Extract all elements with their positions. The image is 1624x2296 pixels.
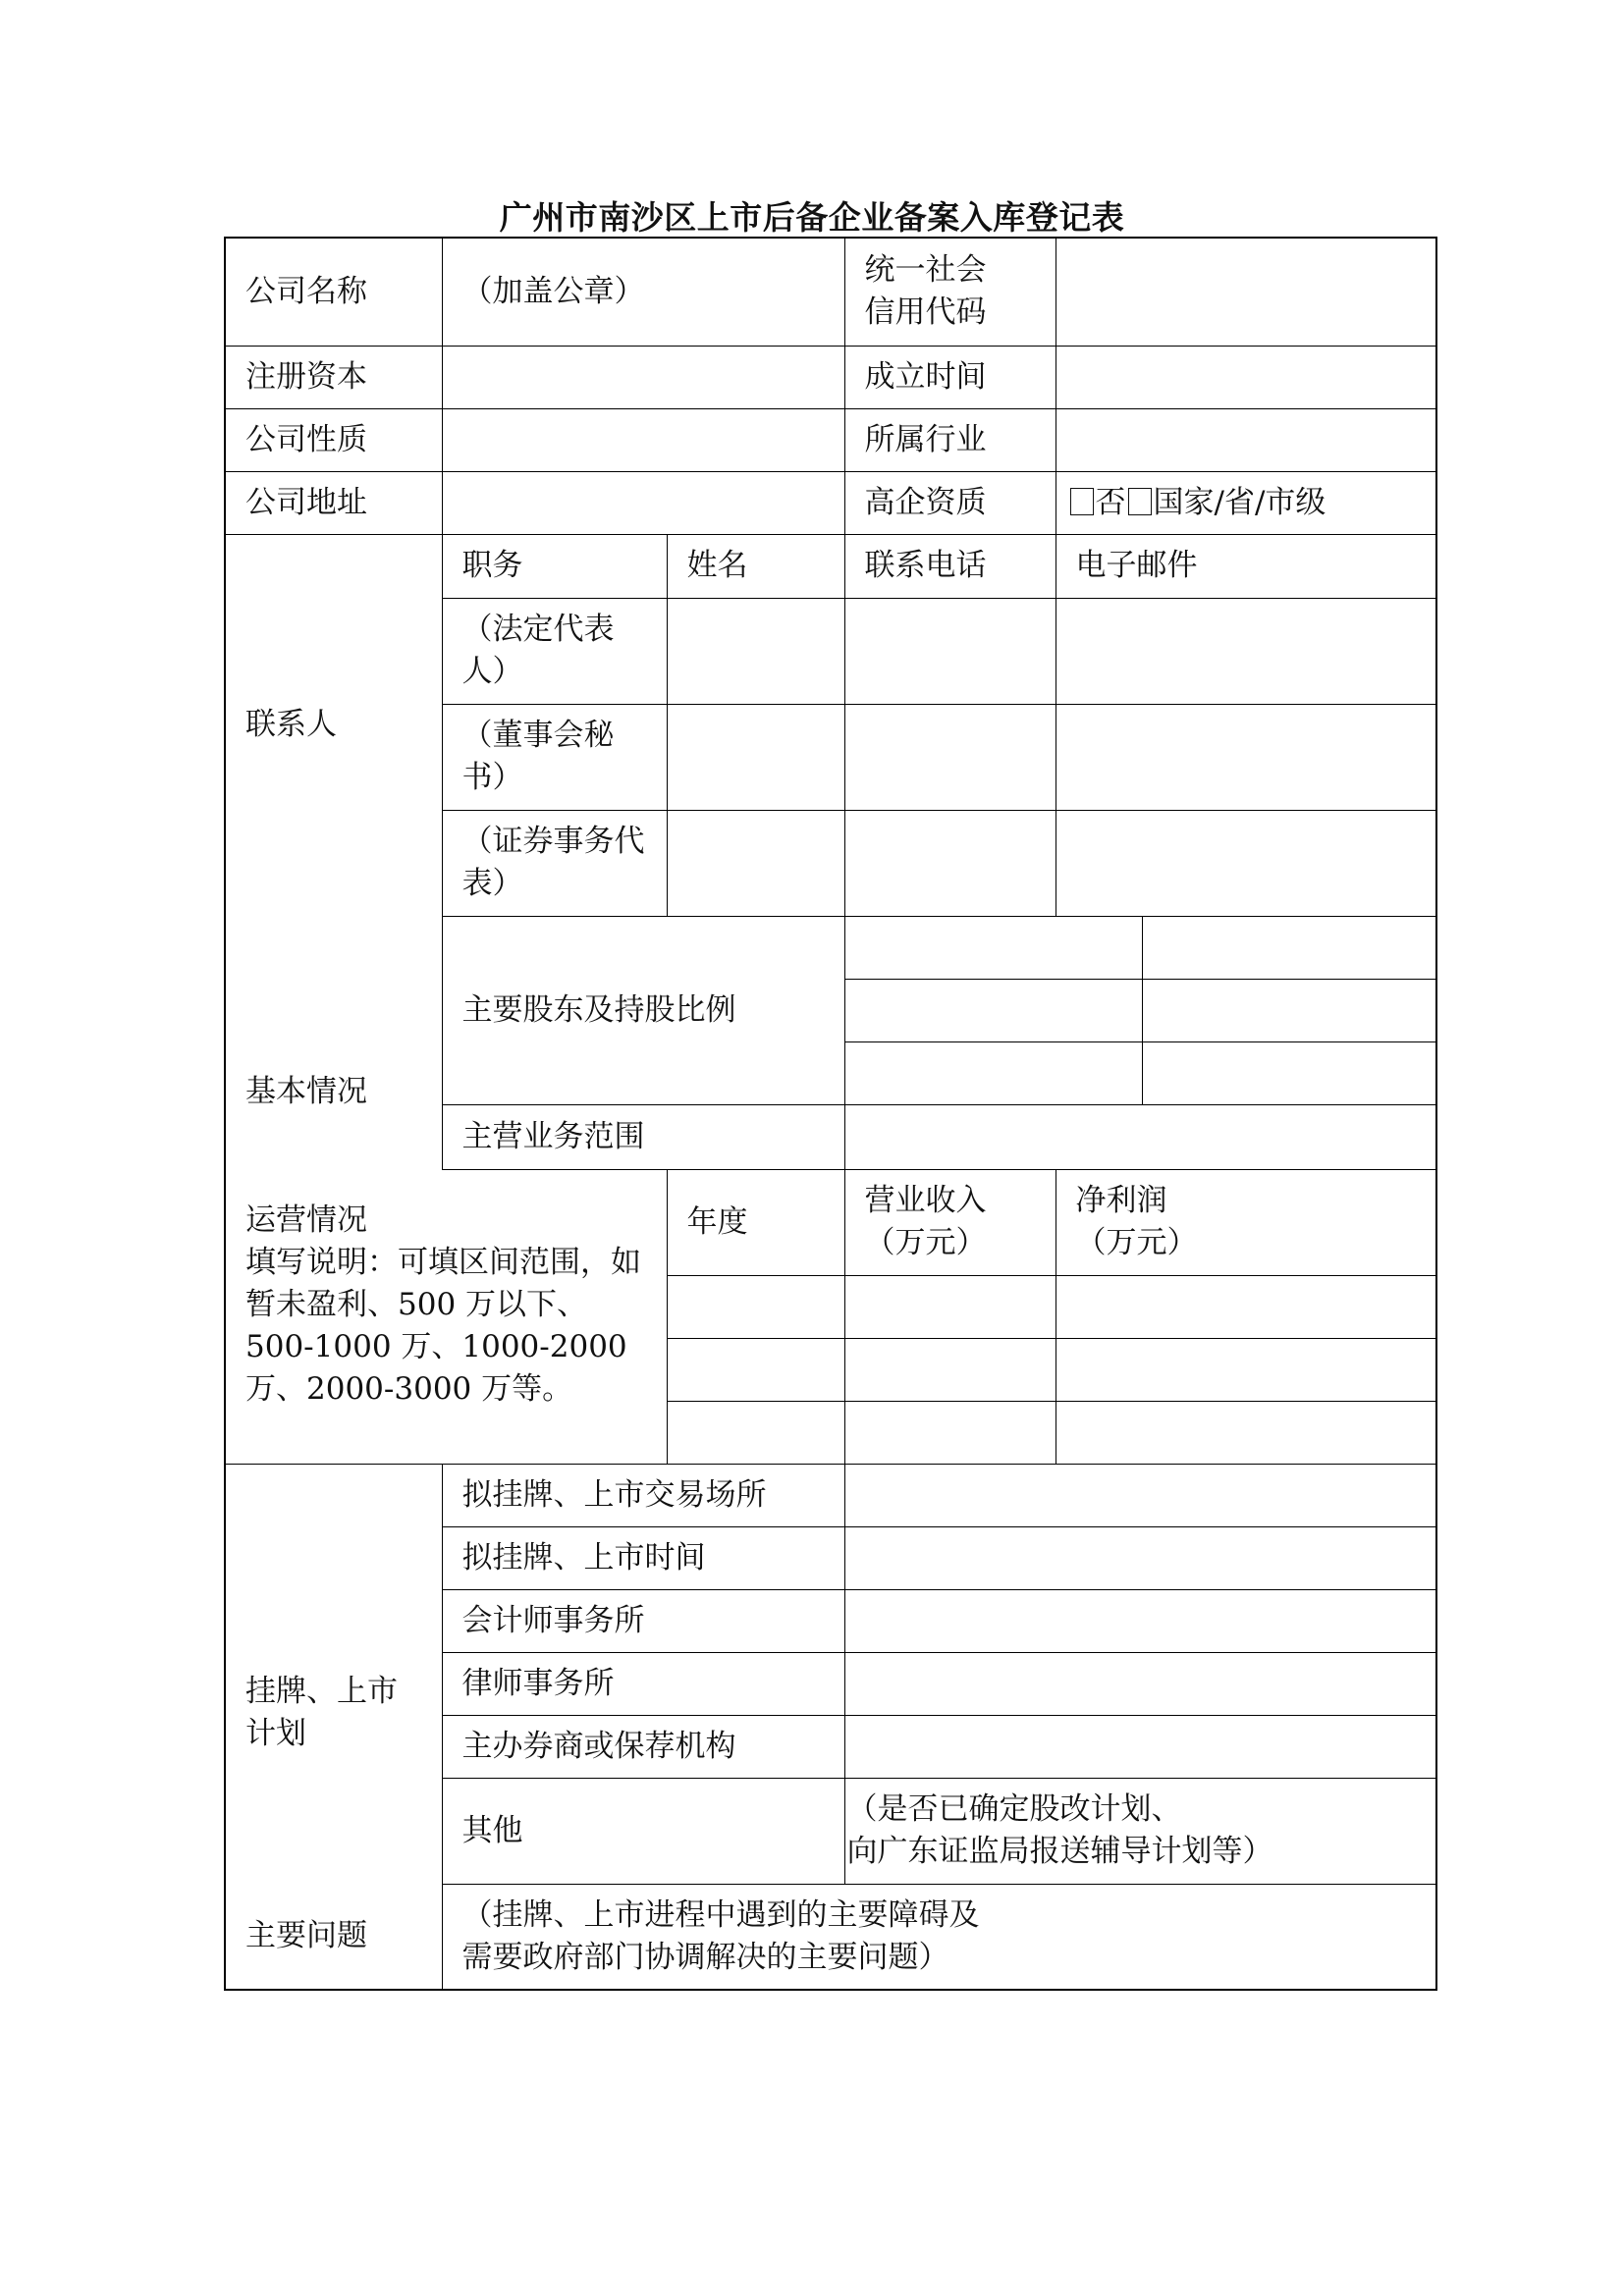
hitech-no-checkbox[interactable] xyxy=(1070,488,1094,515)
hitech-label: 高企资质 xyxy=(844,471,1056,534)
company-name-field[interactable]: （加盖公章） xyxy=(442,238,844,346)
operation-revenue-1-field[interactable] xyxy=(844,1275,1056,1338)
role-board-secretary: （董事会秘 书） xyxy=(442,704,667,810)
registration-form-table xyxy=(224,237,1437,1991)
shareholder-ratio-1-field[interactable] xyxy=(1142,916,1436,979)
contacts-header-email: 电子邮件 xyxy=(1056,534,1436,598)
company-nature-field[interactable] xyxy=(442,408,844,471)
board-secretary-phone-field[interactable] xyxy=(844,704,1056,810)
sponsor-label: 主办券商或保荐机构 xyxy=(442,1715,844,1778)
shareholder-name-1-field[interactable] xyxy=(844,916,1142,979)
industry-label: 所属行业 xyxy=(844,408,1056,471)
credit-code-label: 统一社会 信用代码 xyxy=(844,238,1056,346)
legal-rep-phone-field[interactable] xyxy=(844,598,1056,704)
shareholder-name-2-field[interactable] xyxy=(844,979,1142,1041)
operation-profit-2-field[interactable] xyxy=(1056,1338,1436,1401)
contacts-header-role: 职务 xyxy=(442,534,667,598)
other-field[interactable]: （是否已确定股改计划、 向广东证监局报送辅导计划等） xyxy=(844,1778,1436,1884)
contacts-header-name: 姓名 xyxy=(667,534,844,598)
sponsor-field[interactable] xyxy=(844,1715,1436,1778)
legal-rep-name-field[interactable] xyxy=(667,598,844,704)
registered-capital-label: 注册资本 xyxy=(225,346,442,408)
established-field[interactable] xyxy=(1056,346,1436,408)
basic-situation-label: 基本情况 xyxy=(225,916,442,1169)
board-secretary-email-field[interactable] xyxy=(1056,704,1436,810)
operation-label: 运营情况 填写说明：可填区间范围，如暂未盈利、500 万以下、500-1000 万、1000-2000 万、2000-3000 万等。 xyxy=(225,1169,667,1464)
listing-time-field[interactable] xyxy=(844,1526,1436,1589)
listing-venue-label: 拟挂牌、上市交易场所 xyxy=(442,1464,844,1526)
operation-revenue-3-field[interactable] xyxy=(844,1401,1056,1464)
accounting-firm-field[interactable] xyxy=(844,1589,1436,1652)
hitech-level-checkbox[interactable] xyxy=(1128,488,1152,515)
company-name-label: 公司名称 xyxy=(225,238,442,346)
shareholder-name-3-field[interactable] xyxy=(844,1041,1142,1104)
listing-plan-label: 挂牌、上市 计划 xyxy=(225,1464,442,1884)
registered-capital-field[interactable] xyxy=(442,346,844,408)
shareholders-label: 主要股东及持股比例 xyxy=(442,916,844,1104)
securities-rep-name-field[interactable] xyxy=(667,810,844,916)
hitech-level-label: 国家/省/市级 xyxy=(1153,484,1326,520)
securities-rep-phone-field[interactable] xyxy=(844,810,1056,916)
operation-year-2-field[interactable] xyxy=(667,1338,844,1401)
company-address-label: 公司地址 xyxy=(225,471,442,534)
hitech-no-label: 否 xyxy=(1095,484,1126,520)
shareholder-ratio-3-field[interactable] xyxy=(1142,1041,1436,1104)
board-secretary-name-field[interactable] xyxy=(667,704,844,810)
role-legal-rep: （法定代表 人） xyxy=(442,598,667,704)
problems-field[interactable]: （挂牌、上市进程中遇到的主要障碍及 需要政府部门协调解决的主要问题） xyxy=(442,1884,1436,1990)
shareholder-ratio-2-field[interactable] xyxy=(1142,979,1436,1041)
problems-label: 主要问题 xyxy=(225,1884,442,1990)
securities-rep-email-field[interactable] xyxy=(1056,810,1436,916)
industry-field[interactable] xyxy=(1056,408,1436,471)
operation-year-1-field[interactable] xyxy=(667,1275,844,1338)
page-title: 广州市南沙区上市后备企业备案入库登记表 xyxy=(499,198,1125,237)
law-firm-label: 律师事务所 xyxy=(442,1652,844,1715)
operation-revenue-2-field[interactable] xyxy=(844,1338,1056,1401)
business-scope-field[interactable] xyxy=(844,1104,1436,1169)
accounting-firm-label: 会计师事务所 xyxy=(442,1589,844,1652)
law-firm-field[interactable] xyxy=(844,1652,1436,1715)
contacts-label: 联系人 xyxy=(225,534,442,916)
operation-header-year: 年度 xyxy=(667,1169,844,1275)
operation-header-revenue: 营业收入 （万元） xyxy=(844,1169,1056,1275)
legal-rep-email-field[interactable] xyxy=(1056,598,1436,704)
established-label: 成立时间 xyxy=(844,346,1056,408)
listing-venue-field[interactable] xyxy=(844,1464,1436,1526)
contacts-header-phone: 联系电话 xyxy=(844,534,1056,598)
listing-time-label: 拟挂牌、上市时间 xyxy=(442,1526,844,1589)
operation-profit-3-field[interactable] xyxy=(1056,1401,1436,1464)
company-address-field[interactable] xyxy=(442,471,844,534)
credit-code-field[interactable] xyxy=(1056,238,1436,346)
business-scope-label: 主营业务范围 xyxy=(442,1104,844,1169)
operation-year-3-field[interactable] xyxy=(667,1401,844,1464)
role-securities-rep: （证券事务代 表） xyxy=(442,810,667,916)
other-label: 其他 xyxy=(442,1778,844,1884)
company-nature-label: 公司性质 xyxy=(225,408,442,471)
operation-profit-1-field[interactable] xyxy=(1056,1275,1436,1338)
hitech-options xyxy=(1056,471,1436,534)
operation-header-profit: 净利润 （万元） xyxy=(1056,1169,1436,1275)
